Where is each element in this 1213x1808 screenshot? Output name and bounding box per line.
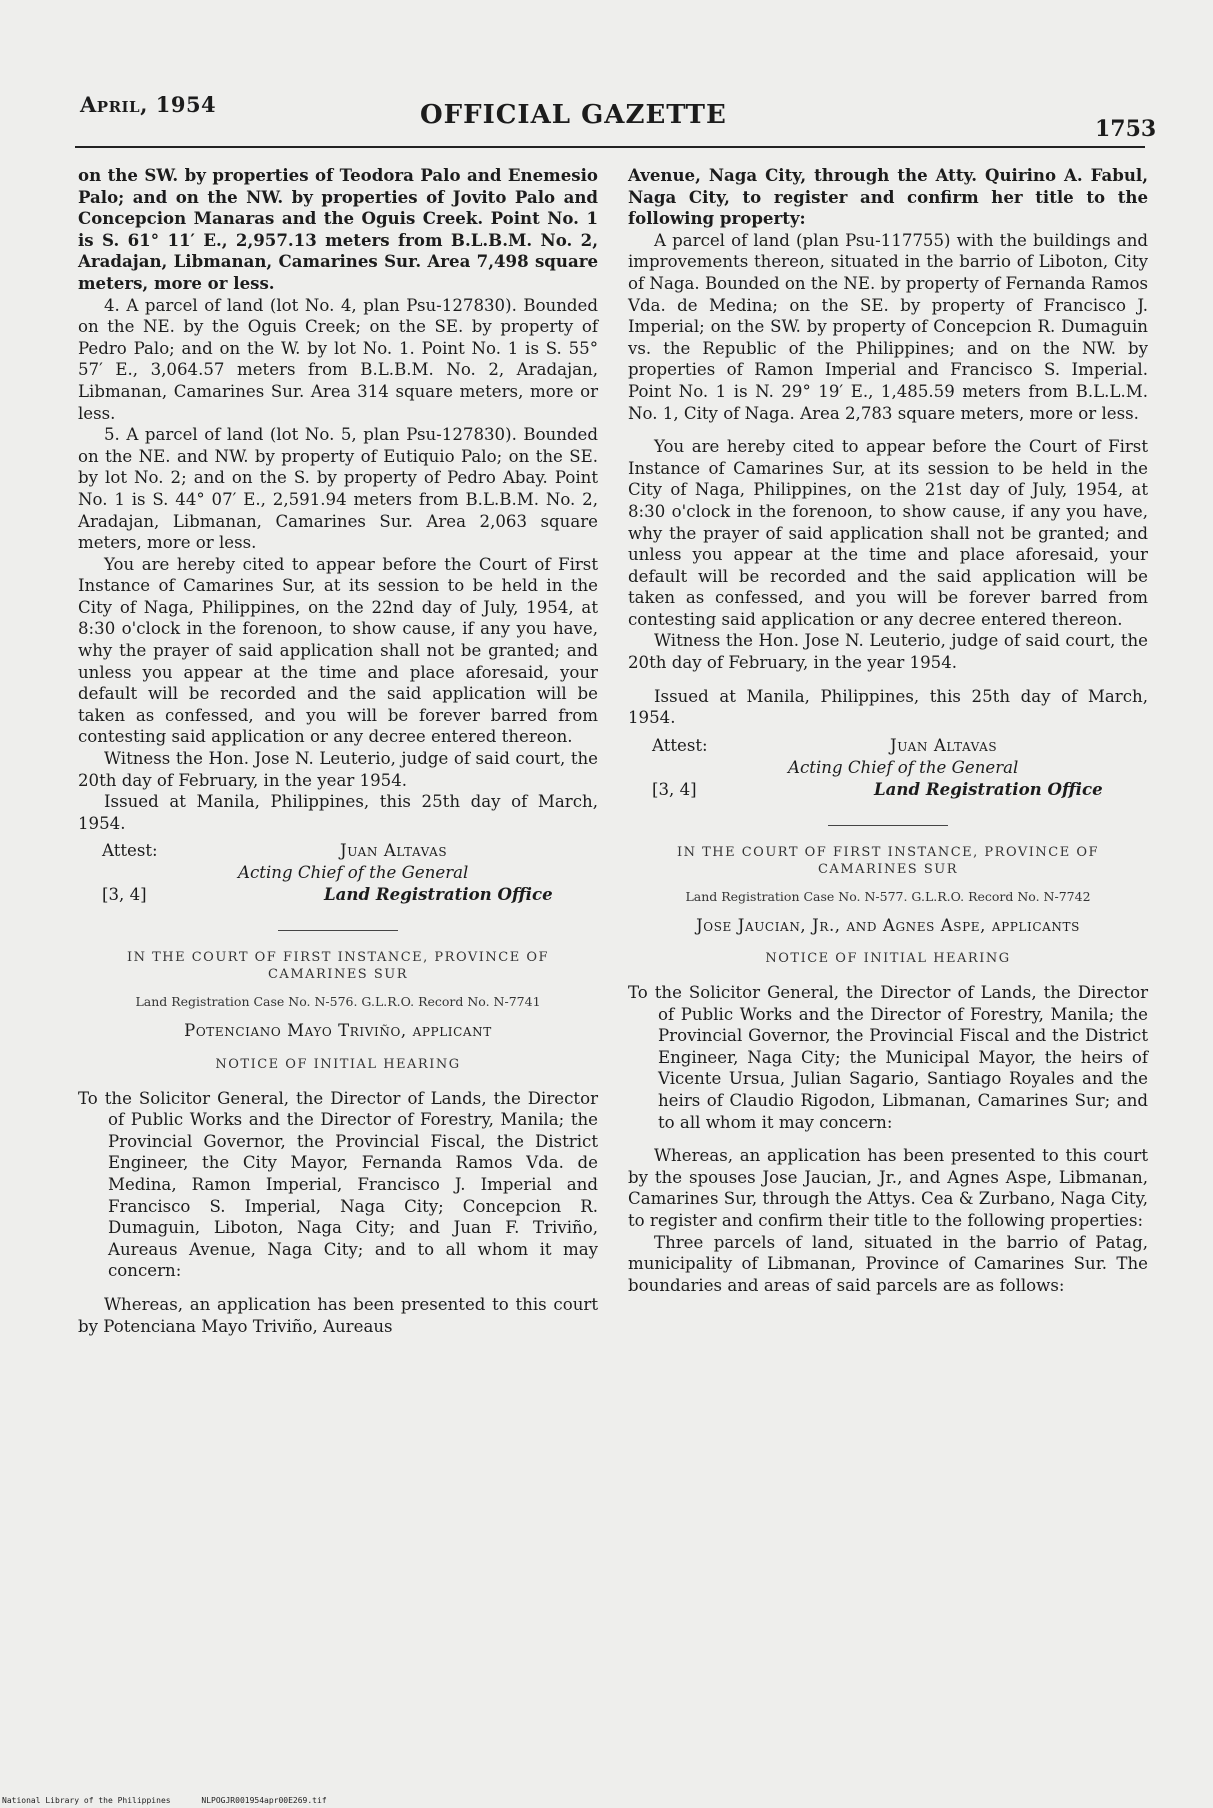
right-paragraph-2: A parcel of land (plan Psu-117755) with the buildings and improvements thereon, situated in the barrio of Liboton, City of Naga. Bounded on the NE. by property of Fernanda Ramos Vda. de Medina; on the SE. by property of Francisco J. Imperial; on the SW. by property of Concepcion R. Dumaguin vs. the Republic of the Philippines; and on the NW. by properties of Ramon Imperial and Francisco S. Imperial. Point No. 1 is N. 29° 19′ E., 1,485.59 meters from B.L.L.M. No. 1, City of Naga. Area 2,783 square meters, more or less. <box>628 230 1148 423</box>
left-divider <box>278 930 398 931</box>
right-case-number: Land Registration Case No. N-577. G.L.R.O. Record No. N-7742 <box>685 888 1091 904</box>
left-paragraph-6: Issued at Manila, Philippines, this 25th day of March, 1954. <box>78 792 598 833</box>
header-date: April, 1954 <box>80 92 217 117</box>
left-paragraph-5: Witness the Hon. Jose N. Leuterio, judge of said court, the 20th day of February, in the year 1954. <box>78 749 598 790</box>
left-whereas: Whereas, an application has been presented to this court by Potenciana Mayo Triviño, Aureaus <box>78 1294 598 1336</box>
left-paragraph-2: 4. A parcel of land (lot No. 4, plan Psu-127830). Bounded on the NE. by the Oguis Creek; on the SE. by property of Pedro Palo; and on the W. by lot No. 1. Point No. 1 is S. 55° 57′ E., 3,064.57 meters from B.L.B.M. No. 2, Aradajan, Libmanan, Camarines Sur. Area 314 square meters, more or less. <box>78 295 598 423</box>
right-column <box>628 165 1148 1296</box>
right-addressees: To the Solicitor General, the Director of Lands, the Director of Public Works and the Director of Forestry, Manila; the Provincial Governor, the Provincial Fiscal and the District Engineer, Naga City; the Municipal Mayor, the heirs of Vicente Ursua, Julian Sagario, Santiago Royales and the heirs of Claudio Rigodon, Libmanan, Camarines Sur; and to all whom it may concern: <box>628 983 1148 1132</box>
right-signatory-name: Juan Altavas <box>890 735 998 755</box>
right-signatory-title: Acting Chief of the General <box>788 757 1019 777</box>
left-column <box>78 165 598 1337</box>
left-case-number: Land Registration Case No. N-576. G.L.R.O. Record No. N-7741 <box>135 994 541 1010</box>
left-paragraph-1: on the SW. by properties of Teodora Palo and Enemesio Palo; and on the NW. by properties of Jovito Palo and Concepcion Manaras and the Oguis Creek. Point No. 1 is S. 61° 11′ E., 2,957.13 meters from B.L.B.M. No. 2, Aradajan, Libmanan, Camarines Sur. Area 7,498 square meters, more or less. <box>78 165 598 293</box>
scan-footer <box>2 1796 353 1805</box>
right-notice-heading: NOTICE OF INITIAL HEARING <box>765 951 1011 967</box>
left-addressees: To the Solicitor General, the Director of Lands, the Director of Public Works and the Director of Forestry, Manila; the Provincial Governor, the Provincial Fiscal, the District Engineer, the City Mayor, Fernanda Ramos Vda. de Medina, Ramon Imperial, Francisco J. Imperial and Francisco S. Imperial, Naga City; Concepcion R. Dumaguin, Liboton, Naga City; and Juan F. Triviño, Aureaus Avenue, Naga City; and to all whom it may concern: <box>78 1088 598 1281</box>
right-paragraph-4: Witness the Hon. Jose N. Leuterio, judge of said court, the 20th day of February, in the year 1954. <box>628 631 1148 673</box>
right-divider <box>828 825 948 826</box>
right-court-heading: IN THE COURT OF FIRST INSTANCE, PROVINCE OF CAMARINES SUR <box>676 844 1100 877</box>
header-title: OFFICIAL GAZETTE <box>420 100 727 130</box>
left-reference: [3, 4] <box>102 885 147 905</box>
right-applicant: Jose Jaucian, Jr., and Agnes Aspe, applicants <box>696 915 1080 935</box>
header-rule <box>75 146 1145 148</box>
right-attest: Attest: <box>652 735 708 755</box>
right-paragraph-5: Issued at Manila, Philippines, this 25th day of March, 1954. <box>628 686 1148 728</box>
left-paragraph-3: 5. A parcel of land (lot No. 5, plan Psu-127830). Bounded on the NE. and NW. by property of Eutiquio Palo; on the SE. by lot No. 2; and on the S. by property of Pedro Abay. Point No. 1 is S. 44° 07′ E., 2,591.94 meters from B.L.B.M. No. 2, Aradajan, Libmanan, Camarines Sur. Area 2,063 square meters, more or less. <box>78 425 598 553</box>
footer-library: National Library of the Philippines <box>2 1796 171 1805</box>
right-signature-block <box>628 735 1148 801</box>
right-paragraph-3: You are hereby cited to appear before the Court of First Instance of Camarines Sur, at its session to be held in the City of Naga, Philippines, on the 21st day of July, 1954, at 8:30 o'clock in the forenoon, to show cause, if any you have, why the prayer of said application shall not be granted; and unless you appear at the time and place aforesaid, your default will be recorded and the said application will be taken as confessed, and you will be forever barred from contesting said application or any decree entered thereon. <box>628 437 1148 629</box>
right-reference: [3, 4] <box>652 779 697 799</box>
left-signature-block <box>78 840 598 906</box>
left-signatory-name: Juan Altavas <box>340 841 448 861</box>
left-office: Land Registration Office <box>324 884 553 905</box>
right-office: Land Registration Office <box>874 778 1103 799</box>
footer-filename: NLPOGJR001954apr00E269.tif <box>201 1796 327 1805</box>
left-signatory-title: Acting Chief of the General <box>238 863 469 883</box>
left-paragraph-4: You are hereby cited to appear before the Court of First Instance of Camarines Sur, at its session to be held in the City of Naga, Philippines, on the 22nd day of July, 1954, at 8:30 o'clock in the forenoon, to show cause, if any you have, why the prayer of said application shall not be granted; and unless you appear at the time and place aforesaid, your default will be recorded and the said application will be taken as confessed, and you will be forever barred from contesting said application or any decree entered thereon. <box>78 554 598 747</box>
left-attest: Attest: <box>102 841 158 861</box>
left-notice-heading: NOTICE OF INITIAL HEARING <box>215 1057 461 1072</box>
left-court-heading: IN THE COURT OF FIRST INSTANCE, PROVINCE OF CAMARINES SUR <box>126 950 550 983</box>
right-paragraph-1: Avenue, Naga City, through the Atty. Quirino A. Fabul, Naga City, to register and confirm her title to the following property: <box>628 165 1148 229</box>
left-applicant: Potenciano Mayo Triviño, applicant <box>184 1021 492 1041</box>
page-number: 1753 <box>1095 116 1157 142</box>
right-parcels-intro: Three parcels of land, situated in the barrio of Patag, municipality of Libmanan, Province of Camarines Sur. The boundaries and areas of said parcels are as follows: <box>628 1232 1148 1295</box>
right-whereas: Whereas, an application has been presented to this court by the spouses Jose Jaucian, Jr., and Agnes Aspe, Libmanan, Camarines Sur, through the Attys. Cea & Zurbano, Naga City, to register and confirm their title to the following properties: <box>628 1146 1148 1230</box>
